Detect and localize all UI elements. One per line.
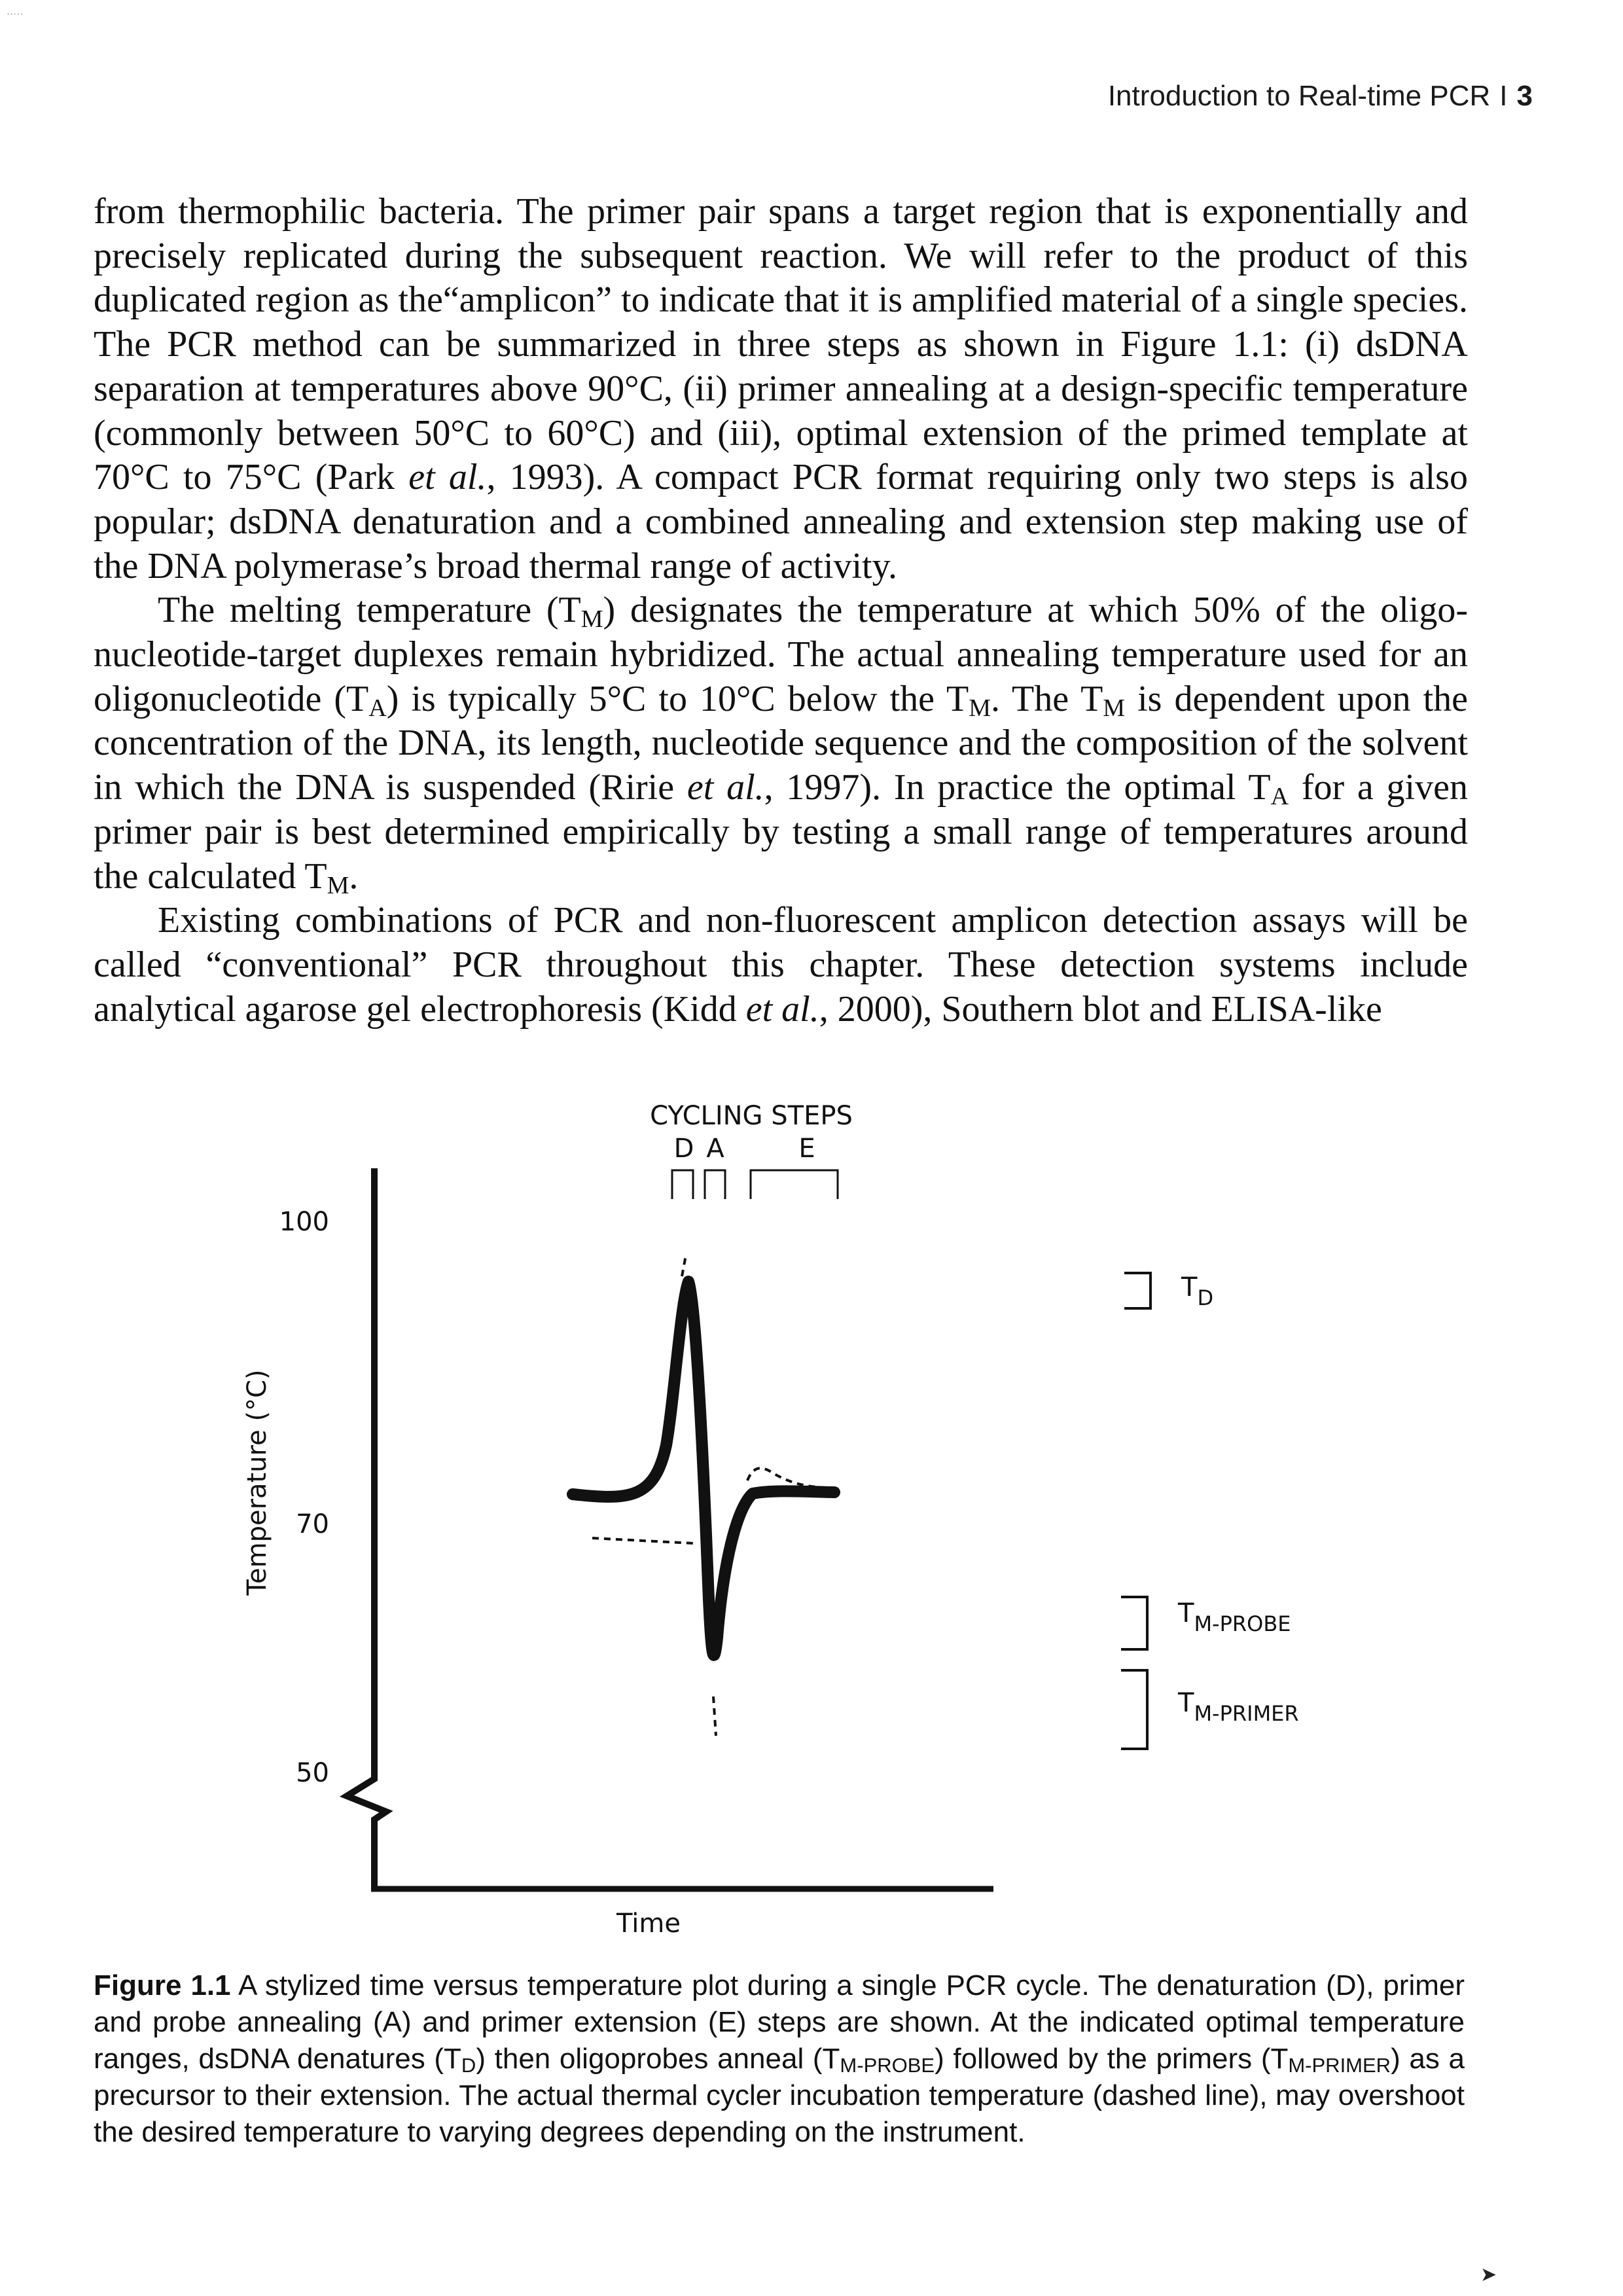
range-bracket-probe: [1121, 1597, 1147, 1649]
paragraph-3: Existing combinations of PCR and non-fluorescent amplicon detection assays will be called “conventional” PCR throughout this chapter. These detection systems include analytical agarose gel electrophoresis (Kidd et al., 2000), Southern blot and ELISA-like: [94, 900, 1468, 1030]
step-label-a: A: [706, 1134, 724, 1164]
step-bracket-a: [705, 1170, 725, 1199]
range-bracket-primer: [1121, 1670, 1147, 1749]
y-tick-100: 100: [279, 1207, 329, 1237]
range-label-primer: $T_{M-PRIMER}$: [1178, 1688, 1299, 1726]
caption-label: Figure 1.1: [94, 1969, 231, 2001]
page-number: 3: [1516, 80, 1533, 112]
paragraph-1: from thermophilic bacteria. The primer pair spans a target region that is exponentially and precisely replicated during the subsequent reaction. We will refer to the product of this duplicated region as the“amplicon” to indicate that it is amplified material of a single species. The PCR method can be summarized in three steps as shown in Figure 1.1: (i) dsDNA separation at temperatures above 90°C, (ii) primer annealing at a design-specific temperature (commonly between 50°C to 60°C) and (iii), optimal extension of the primed template at 70°C to 75°C (Park et al., 1993). A compact PCR format requiring only two steps is also popular; dsDNA denaturation and a combined annealing and extension step making use of the DNA polymerase’s broad thermal range of activity.: [94, 191, 1468, 586]
range-label-probe: $T_{M-PROBE}$: [1178, 1598, 1291, 1636]
scan-corner-mark: ·····: [7, 8, 24, 20]
temperature-profile-line: [573, 1282, 834, 1655]
step-label-d: D: [673, 1134, 694, 1164]
x-axis-label: Time: [616, 1909, 681, 1939]
page-corner-mark: ➤: [1480, 2263, 1497, 2286]
step-bracket-e: [751, 1170, 838, 1199]
range-label-td: $T_D$: [1181, 1272, 1214, 1310]
step-bracket-d: [672, 1170, 693, 1199]
running-head-separator: I: [1499, 80, 1508, 112]
figure-caption: Figure 1.1 A stylized time versus temperature plot during a single PCR cycle. The denaturation (D), primer and probe annealing (A) and primer extension (E) steps are shown. At the indicated optimal temperature ranges, dsDNA denatures $(T_D)$ then oligoprobes anneal $(T_{M-PROBE})$ followed by the primers $(T_{M-PRIMER})$ as a precursor to their extension. The actual thermal cycler incubation temperature (dashed line), may overshoot the desired temperature to varying degrees depending on the instrument.: [94, 1969, 1465, 2148]
running-head: [1108, 80, 1533, 113]
figure-pcr-cycle: [0, 1073, 1623, 1944]
range-bracket-td: [1124, 1273, 1150, 1308]
body-text: [94, 190, 1468, 1031]
y-tick-50: 50: [296, 1758, 329, 1788]
running-head-title: Introduction to Real-time PCR: [1107, 80, 1491, 112]
cycling-steps-title: CYCLING STEPS: [650, 1101, 853, 1131]
paragraph-2: The melting temperature $(T_M)$ designates the temperature at which 50% of the oligo-nucleotide-target duplexes remain hybridized. The actual annealing temperature used for an oligonucleotide $(T_A)$ is typically 5°C to 10°C below the $T_M$. The $T_M$ is dependent upon the concentration of the DNA, its length, nucleotide sequence and the composition of the solvent in which the DNA is suspended (Ririe et al., 1997). In practice the optimal $T_A$ for a given primer pair is best determined empirically by testing a small range of temperatures around the calculated $T_M$.: [94, 590, 1469, 899]
y-tick-70: 70: [296, 1509, 329, 1539]
y-axis-label: Temperature (°C): [242, 1369, 272, 1596]
y-axis: [347, 1168, 386, 1889]
step-label-e: E: [798, 1134, 815, 1164]
